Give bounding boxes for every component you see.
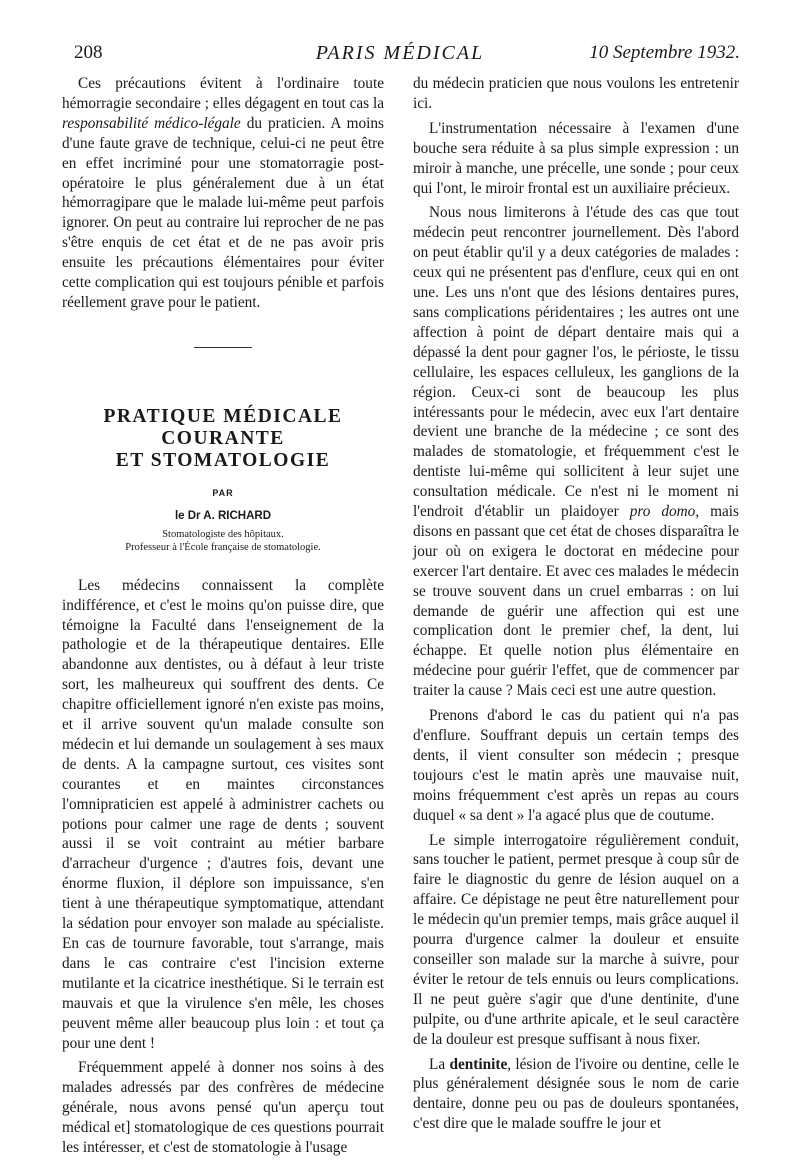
byline xyxy=(62,484,384,554)
body-paragraph: Fréquemment appelé à donner nos soins à des malades adressés par des confrères de médecine générale, nous avons pensé qu'un aperçu tout médical et] stomatologique de ces questions pourrait les intéresser, et c'est de stomatologie à l'usage xyxy=(62,1059,384,1157)
body-paragraph: Le simple interrogatoire régulièrement conduit, sans toucher le patient, permet presque à coup sûr de faire le diagnostic du genre de lésion auquel on a affaire. Ce dépistage ne peut être naturellement pour le médecin qu'un premier temps, mais grâce auquel il pourra d'urgence calmer la douleur et ensuite conseiller son malade sur la marche à suivre, pour éviter le retour de tels ennuis ou leurs complications. Il ne peut guère s'agir que d'une dentinite, d'une pulpite, ou d'une arthrite apicale, et le seul caractère de la douleur est presque suffisant à nous fixer. xyxy=(413,831,739,1048)
emphasis: responsabilité médico-légale xyxy=(62,114,241,132)
article-title xyxy=(62,406,384,472)
title-line: ET STOMATOLOGIE xyxy=(115,449,331,471)
body-paragraph: Prenons d'abord le cas du patient qui n'a pas d'enflure. Souffrant depuis un certain temps des dents, il vient consulter son médecin ; presque toujours c'est le matin après une mauvaise nuit, moins fréquemment c'est après un repas au cours duquel « sa dent » l'a agacé plus que de coutume. xyxy=(413,707,739,824)
author-affiliation: Professeur à l'École française de stomatologie. xyxy=(125,541,321,553)
intro-paragraph: Ces précautions évitent à l'ordinaire toute hémorragie secondaire ; elles dégagent en tout cas la responsabilité médico-légale du praticien. A moins d'une faute grave de technique, celui-ci ne peut être en effet incriminé pour une stomatorragie post-opératoire le plus généralement due à un état hémorragipare que le malade lui-même peut parfois ignorer. On peut au contraire lui reprocher de ne pas s'être enquis de cet état et de ne pas avoir pris ensuite les précautions élémentaires pour éviter cette complication qui est toujours pénible et parfois réellement grave pour le patient. xyxy=(62,75,384,311)
right-column xyxy=(413,74,739,1139)
author-affiliation: Stomatologiste des hôpitaux. xyxy=(162,528,284,540)
author-name: le Dr A. RICHARD xyxy=(174,509,272,522)
title-line: PRATIQUE MÉDICALE xyxy=(103,405,343,427)
title-line: COURANTE xyxy=(161,427,285,449)
body-paragraph: Les médecins connaissent la complète indifférence, et c'est le moins qu'on puisse dire, que témoigne la Faculté dans l'enseignement de la pathologie et de la thérapeutique dentaires. Elle abandonne aux dentistes, ou à défaut à leur triste sort, les malheureux qui souffrent des dents. Ce chapitre officiellement ignoré n'en existe pas moins, et il arrive souvent qu'un malade consulte son médecin et lui demande un soulagement à ses maux de dents. A la campagne surtout, ces visites sont courantes et en maintes circonstances l'omnipraticien est appelé à administrer cachets ou potions pour calmer une rage de dents ; souvent aussi il se voit contraint au métier barbare d'arracheur d'urgence ; d'autres fois, devant une énorme fluxion, il déplore son impuissance, s'en tient à une thérapeutique symptomatique, attendant la sédation pour envoyer son malade au spécialiste. En cas de tournure favorable, tout s'arrange, mais dans le cas contraire c'est l'incision externe mutilante et la cicatrice inesthétique. Si le terrain est mauvais et que la virulence s'en mêle, les choses peuvent même aller beaucoup plus loin : et tout ça pour une dent ! xyxy=(62,576,384,1052)
body-paragraph: Nous nous limiterons à l'étude des cas que tout médecin peut rencontrer journellement. Dès l'abord on peut établir qu'il y a deux catégories de malades : ceux qui ne présentent pas d'enflure, ceux qui en ont une. Les uns n'ont que des lésions dentaires pures, sans complications péridentaires ; les autres ont une affection à point de départ dentaire mais qui a dépassé la dent pour gagner l'os, le périoste, le tissu cellulaire, les espaces celluleux, les ganglions de la région. Ceux-ci sont de beaucoup les plus intéressants pour le médecin, avec eux l'art dentaire devient une branche de la médecine ; ce sont des malades de stomatologie, et fréquemment c'est le dentiste lui-même qui sollicitent à leur sujet une consultation médicale. Ce n'est ni le moment ni l'endroit d'établir un plaidoyer pro domo, mais disons en passant que cet état de choses disparaîtra le jour où on exigera le doctorat en médecine pour exercer l'art dentaire. Et avec ces malades le médecin se trouve souvent dans un cruel embarras : on lui demande de guérir une affection qui est une complication dont le premier chef, la dent, lui échappe. Et quelle notion plus élémentaire en médecine pour guérir l'effet, que de commencer par traiter la cause ? Mais ceci est une autre question. xyxy=(413,204,740,700)
emphasis: pro domo xyxy=(629,503,696,521)
term-highlight: dentinite xyxy=(449,1055,508,1073)
page-header xyxy=(60,38,740,68)
body-paragraph: L'instrumentation nécessaire à l'examen d'une bouche sera réduite à sa plus simple expression : un miroir à manche, une précelle, une sonde ; pour ceux qui l'ont, le miroir frontal est un auxiliaire précieux. xyxy=(413,119,739,197)
body-paragraph: La dentinite, lésion de l'ivoire ou dentine, celle le plus généralement désignée sous le nom de carie dentaire, donne peu ou pas de douleurs spontanées, c'est dire que le malade souffre le jour et xyxy=(413,1055,739,1133)
body-paragraph: du médecin praticien que nous voulons les entretenir ici. xyxy=(413,75,739,112)
section-divider xyxy=(194,347,252,348)
byline-par: PAR xyxy=(212,487,234,498)
journal-title: PARIS MÉDICAL xyxy=(315,42,485,64)
issue-date: 10 Septembre 1932. xyxy=(589,42,740,63)
page-number: 208 xyxy=(74,42,103,63)
left-column xyxy=(62,74,384,1163)
